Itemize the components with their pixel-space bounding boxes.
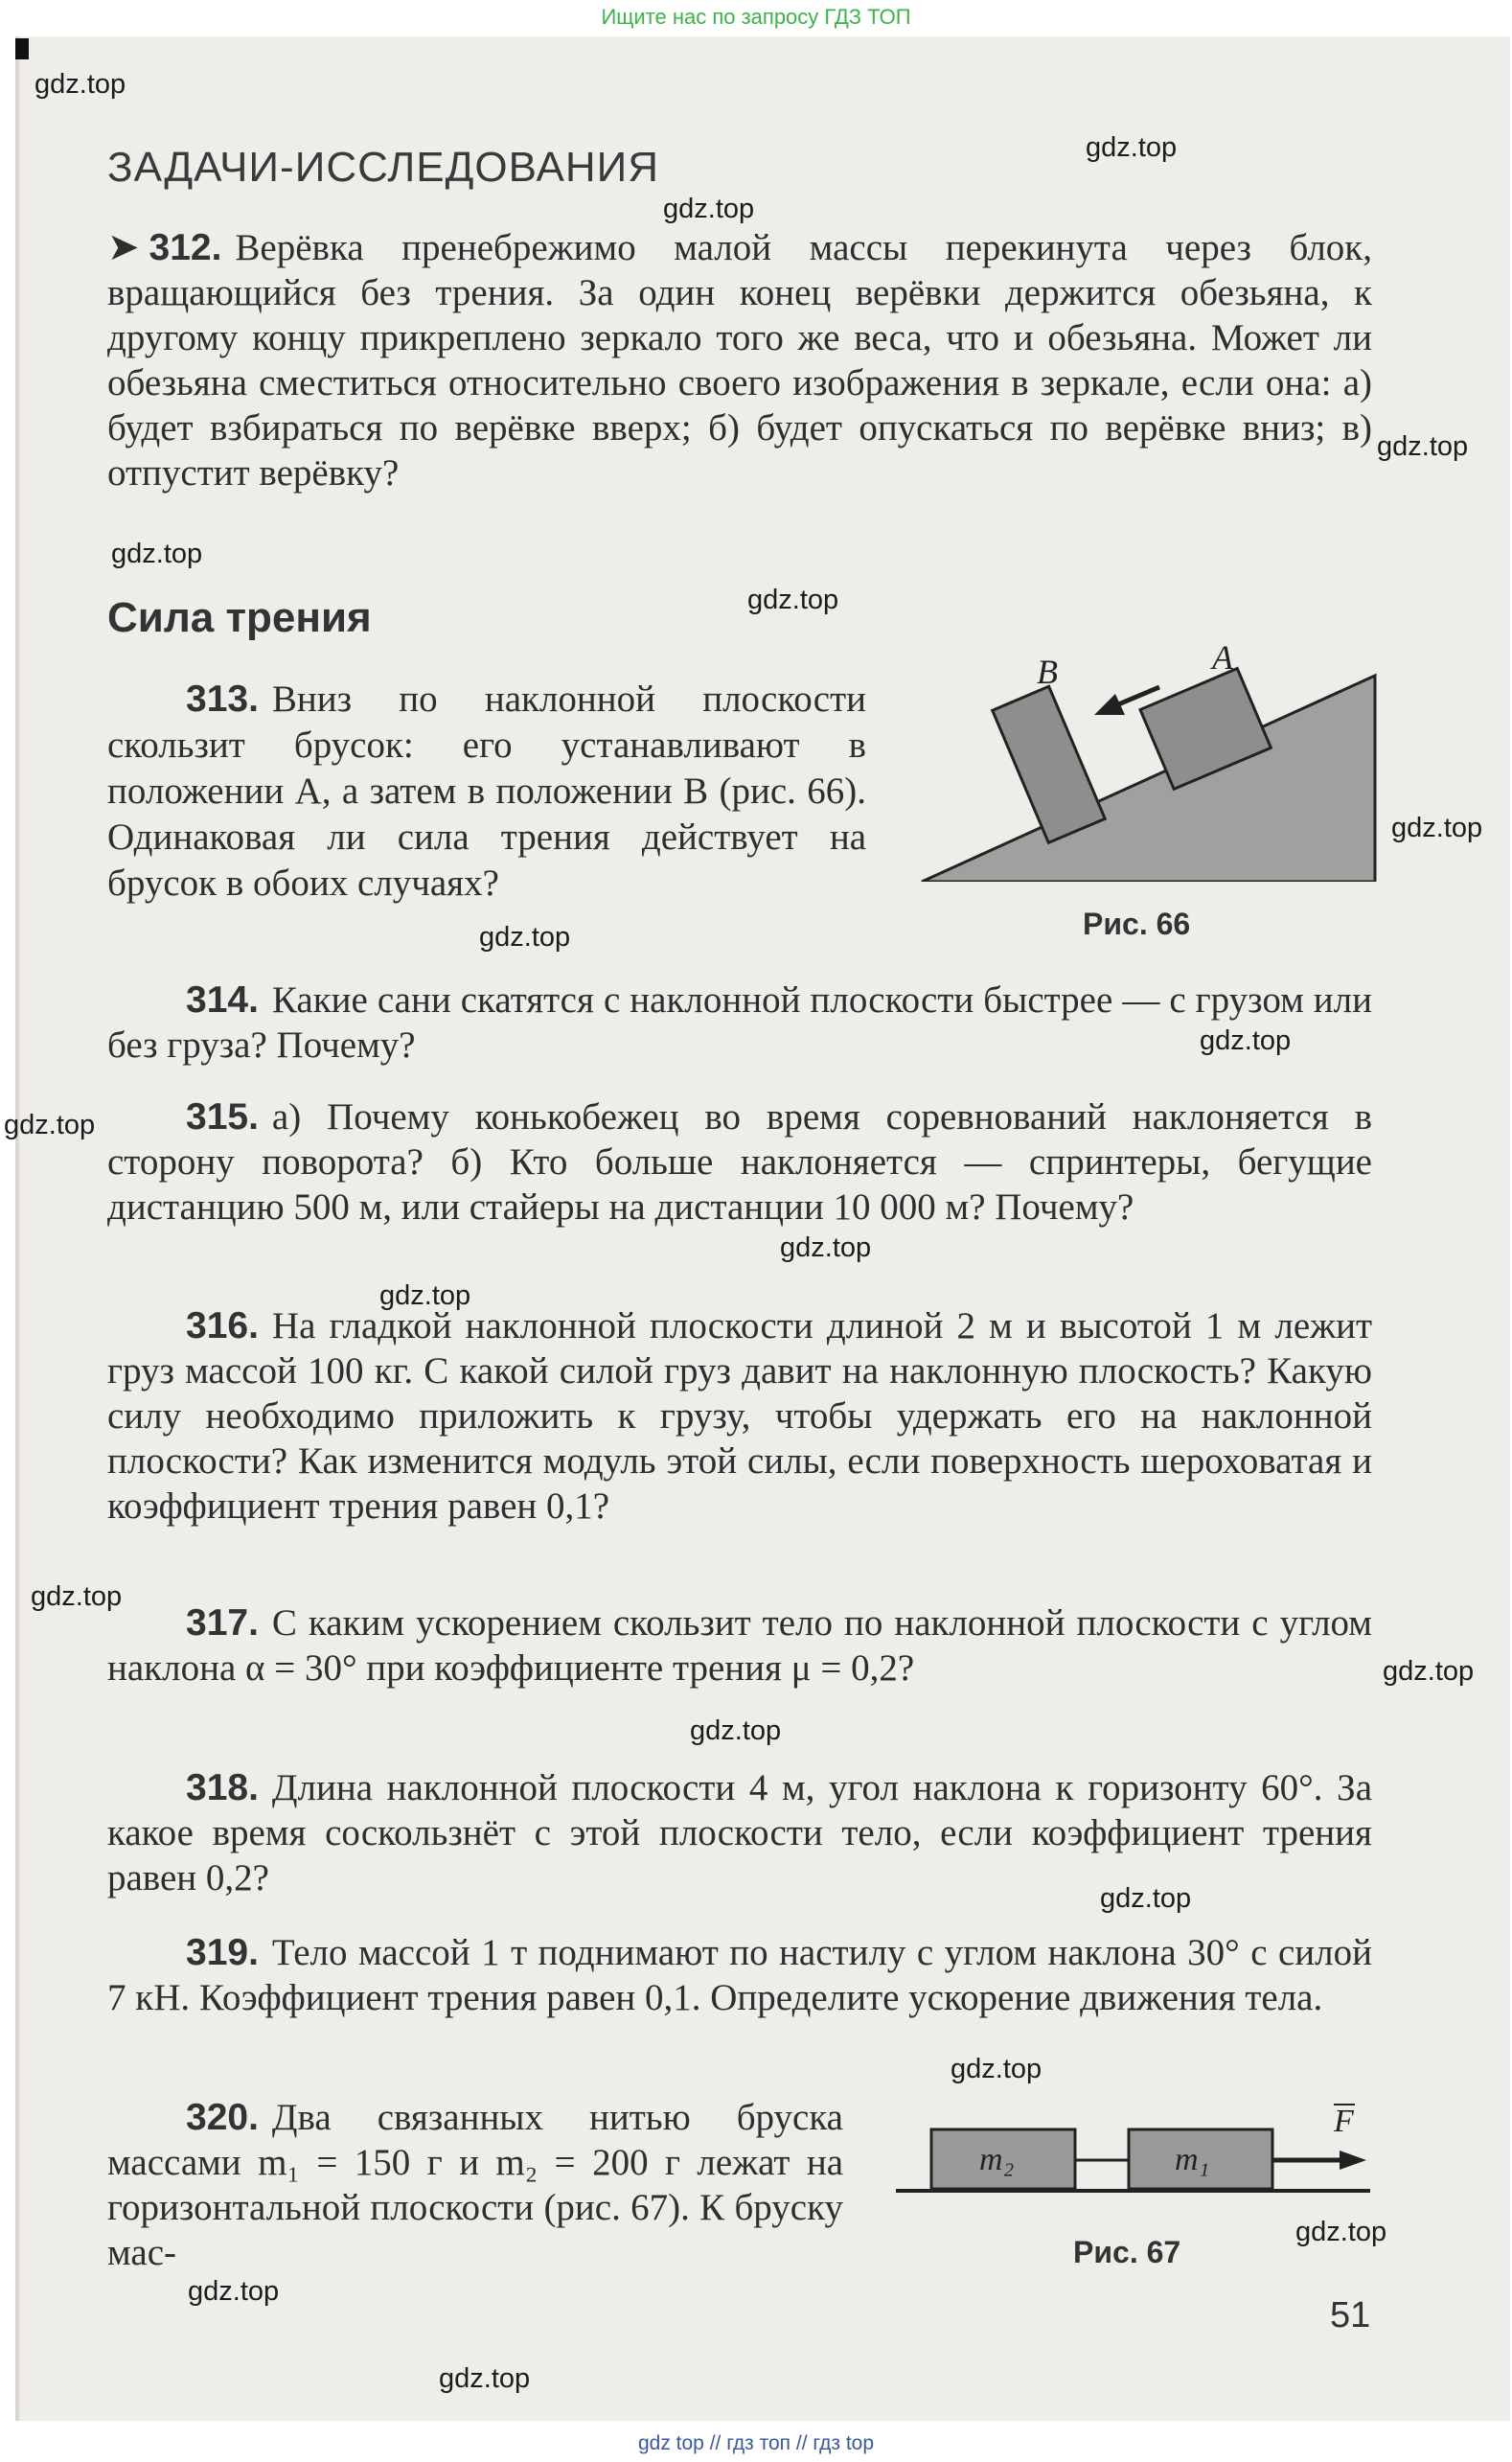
problem-number: 316. [186, 1305, 259, 1346]
problem-text: Тело массой 1 т поднимают по настилу с углом наклона 30° с силой 7 кН. Коэффициент трения равен 0,1. Определите ускорение движения тела. [107, 1932, 1372, 2018]
problem-314 [107, 978, 1372, 1068]
problem-316 [107, 1303, 1372, 1529]
page-corner-mark [15, 38, 29, 59]
watermark: gdz.top [1295, 2217, 1387, 2247]
watermark: gdz.top [34, 69, 126, 100]
section-title: ЗАДАЧИ-ИССЛЕДОВАНИЯ [107, 144, 660, 191]
problem-text: С каким ускорением скользит тело по наклонной плоскости с углом наклона α = 30° при коэффициенте трения μ = 0,2? [107, 1602, 1372, 1689]
problem-313 [107, 677, 866, 907]
figure-66-inclined-plane [910, 633, 1389, 882]
watermark: gdz.top [1100, 1883, 1192, 1914]
top-banner[interactable]: Ищите нас по запросу ГДЗ ТОП [601, 5, 911, 29]
page-number: 51 [1330, 2295, 1371, 2335]
watermark: gdz.top [1377, 431, 1469, 462]
watermark: gdz.top [951, 2054, 1042, 2084]
figure-66-caption: Рис. 66 [1083, 907, 1191, 941]
watermark: gdz.top [747, 585, 839, 615]
bottom-banner[interactable]: gdz top // гдз топ // гдз top [637, 2432, 875, 2454]
watermark: gdz.top [663, 194, 755, 224]
problem-number: 315. [186, 1096, 259, 1138]
watermark: gdz.top [188, 2276, 280, 2307]
problem-text: Какие сани скатятся с наклонной плоскости быстрее — с грузом или без груза? Почему? [107, 979, 1372, 1066]
problem-319 [107, 1930, 1372, 2020]
watermark: gdz.top [1383, 1656, 1475, 1687]
problem-number: 313. [186, 679, 259, 720]
problem-number: 319. [186, 1932, 259, 1973]
problem-number: 317. [186, 1602, 259, 1644]
arrow-marker-icon: ➤ [107, 225, 140, 268]
problem-number: 312. [149, 227, 222, 268]
section-heading: Сила трения [107, 594, 372, 641]
problem-number: 314. [186, 979, 259, 1021]
problem-317 [107, 1600, 1372, 1691]
label-m2: m₂ [979, 2142, 1015, 2177]
watermark: gdz.top [4, 1110, 96, 1140]
force-arrow-head-icon [1340, 2151, 1366, 2170]
problem-312 [107, 224, 1372, 495]
watermark: gdz.top [31, 1581, 123, 1612]
problem-315 [107, 1094, 1372, 1230]
problem-text: Два связанных нитью бруска массами m₁ = 150 г и m₂ = 200 г лежат на горизонтальной плоскости (рис. 67). К бруску мас- [107, 2097, 843, 2273]
problem-text: Верёвка пренебрежимо малой массы перекинута через блок, вращающийся без трения. За один конец верёвки держится обезьяна, к другому концу прикреплено зеркало того же веса, что и обезьяна. Может ли обезьяна сместиться относительно своего изображения в зеркале, если она: а) будет взбираться по верёвке вверх; б) будет опускаться по верёвке вниз; в) отпустит верёвку? [107, 227, 1372, 494]
label-a: A [1212, 638, 1233, 677]
watermark: gdz.top [1200, 1025, 1292, 1056]
problem-text: а) Почему конькобежец во время соревнований наклоняется в сторону поворота? б) Кто больше наклоняется — спринтеры, бегущие дистанцию 500 м, или стайеры на дистанции 10 000 м? Почему? [107, 1096, 1372, 1228]
watermark: gdz.top [439, 2363, 531, 2394]
watermark: gdz.top [1086, 132, 1178, 163]
problem-text: На гладкой наклонной плоскости длиной 2 м и высотой 1 м лежит груз массой 100 кг. С какой силой груз давит на наклонную плоскость? Какую силу необходимо приложить к грузу, чтобы удержать его на наклонной плоскости? Как изменится модуль этой силы, если поверхность шероховатая и коэффициент трения равен 0,1? [107, 1305, 1372, 1527]
problem-number: 320. [186, 2097, 259, 2138]
problem-text: Вниз по наклонной плоскости скользит брусок: его устанавливают в положении A, а затем в положении B (рис. 66). Одинаковая ли сила трения действует на брусок в обоих случаях? [107, 679, 866, 904]
label-b: B [1037, 653, 1058, 691]
watermark: gdz.top [1391, 813, 1483, 843]
label-f: F [1334, 2104, 1354, 2139]
problem-318 [107, 1765, 1372, 1900]
watermark: gdz.top [379, 1280, 471, 1311]
problem-number: 318. [186, 1767, 259, 1808]
problem-320 [107, 2095, 843, 2275]
watermark: gdz.top [111, 539, 203, 569]
watermark: gdz.top [479, 922, 571, 953]
label-m1: m₁ [1175, 2142, 1210, 2177]
problem-text: Длина наклонной плоскости 4 м, угол наклона к горизонту 60°. За какое время соскользнёт с этой плоскости тело, если коэффициент трения равен 0,2? [107, 1767, 1372, 1898]
watermark: gdz.top [690, 1715, 782, 1746]
figure-67-two-blocks [891, 2091, 1389, 2206]
figure-67-caption: Рис. 67 [1073, 2235, 1181, 2269]
block-b [993, 686, 1106, 842]
watermark: gdz.top [780, 1232, 872, 1263]
